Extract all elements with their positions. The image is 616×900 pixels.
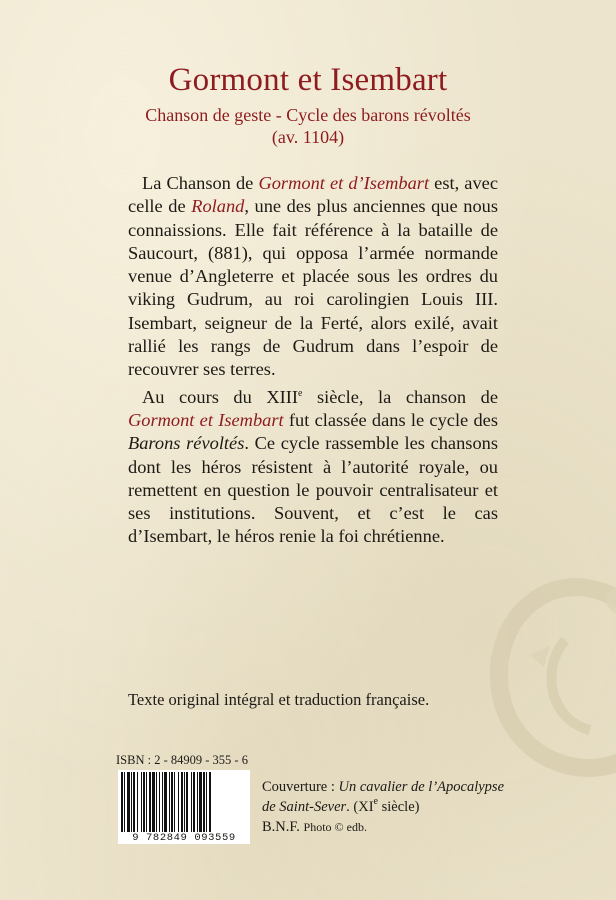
text-run: siècle): [378, 799, 420, 815]
barcode-bars: [118, 770, 250, 832]
back-cover-text: [128, 172, 498, 549]
text-run: Au cours du XIII: [142, 386, 298, 407]
title-reference: Gormont et Isembart: [128, 409, 284, 430]
text-run: . (XI: [346, 799, 374, 815]
cover-credit-line-1: [262, 777, 504, 797]
text-run: siècle, la chanson de: [302, 386, 498, 407]
barcode: [118, 770, 250, 842]
paragraph-1: [128, 172, 498, 382]
barcode-number: 9 782849 093559: [118, 832, 250, 844]
isbn: ISBN : 2 - 84909 - 355 - 6: [116, 753, 248, 767]
book-subtitle: [0, 104, 616, 148]
cover-credit-line-2: [262, 797, 504, 817]
library-name: B.N.F.: [262, 819, 300, 835]
subtitle-date: (av. 1104): [271, 127, 345, 147]
photo-credit: Photo © edb.: [303, 820, 367, 834]
paragraph-2: [128, 386, 498, 549]
text-run: La Chanson de: [142, 173, 259, 193]
book-title: Gormont et Isembart: [168, 62, 448, 98]
text-run: , une des plus anciennes que nous connaissions. Elle fait référence à la bataille de Saucourt, (881), qui opposa l’armée normande venue d’Angleterre et placée sous les ordres du viking Gudrum, au roi carolingien Louis III. Isembart, seigneur de la Ferté, alors exilé, avait rallié les rangs de Gudrum dans l’espoir de recouvrer ses terres.: [128, 196, 498, 380]
cover-work-title: Un cavalier de l’Apocalypse: [338, 779, 504, 795]
superscript: e: [298, 387, 303, 399]
title-reference: Roland: [191, 196, 245, 217]
edition-note: Texte original intégral et traduction française.: [128, 690, 430, 709]
subtitle-genre: Chanson de geste - Cycle des barons révoltés: [145, 105, 471, 125]
cover-credit-line-3: [262, 817, 504, 837]
text-run: fut classée dans le cycle des: [283, 409, 498, 430]
cycle-reference: Barons révoltés: [128, 433, 245, 454]
text-run: est, avec celle de: [128, 173, 498, 217]
title-reference: Gormont et d’Isembart: [258, 173, 430, 193]
superscript: e: [373, 796, 378, 807]
cover-label: Couverture :: [262, 779, 339, 795]
text-run: . Ce cycle rassemble les chansons dont les héros résistent à l’autorité royale, ou remettent en question le pouvoir centralisateur et ses institutions. Souvent, et c’est le cas d’Isembart, le héros renie la foi chrétienne.: [128, 433, 498, 547]
cover-work-title-cont: de Saint-Sever: [262, 799, 347, 815]
ornament-letter-watermark: [470, 560, 616, 790]
cover-credit: [262, 777, 504, 837]
